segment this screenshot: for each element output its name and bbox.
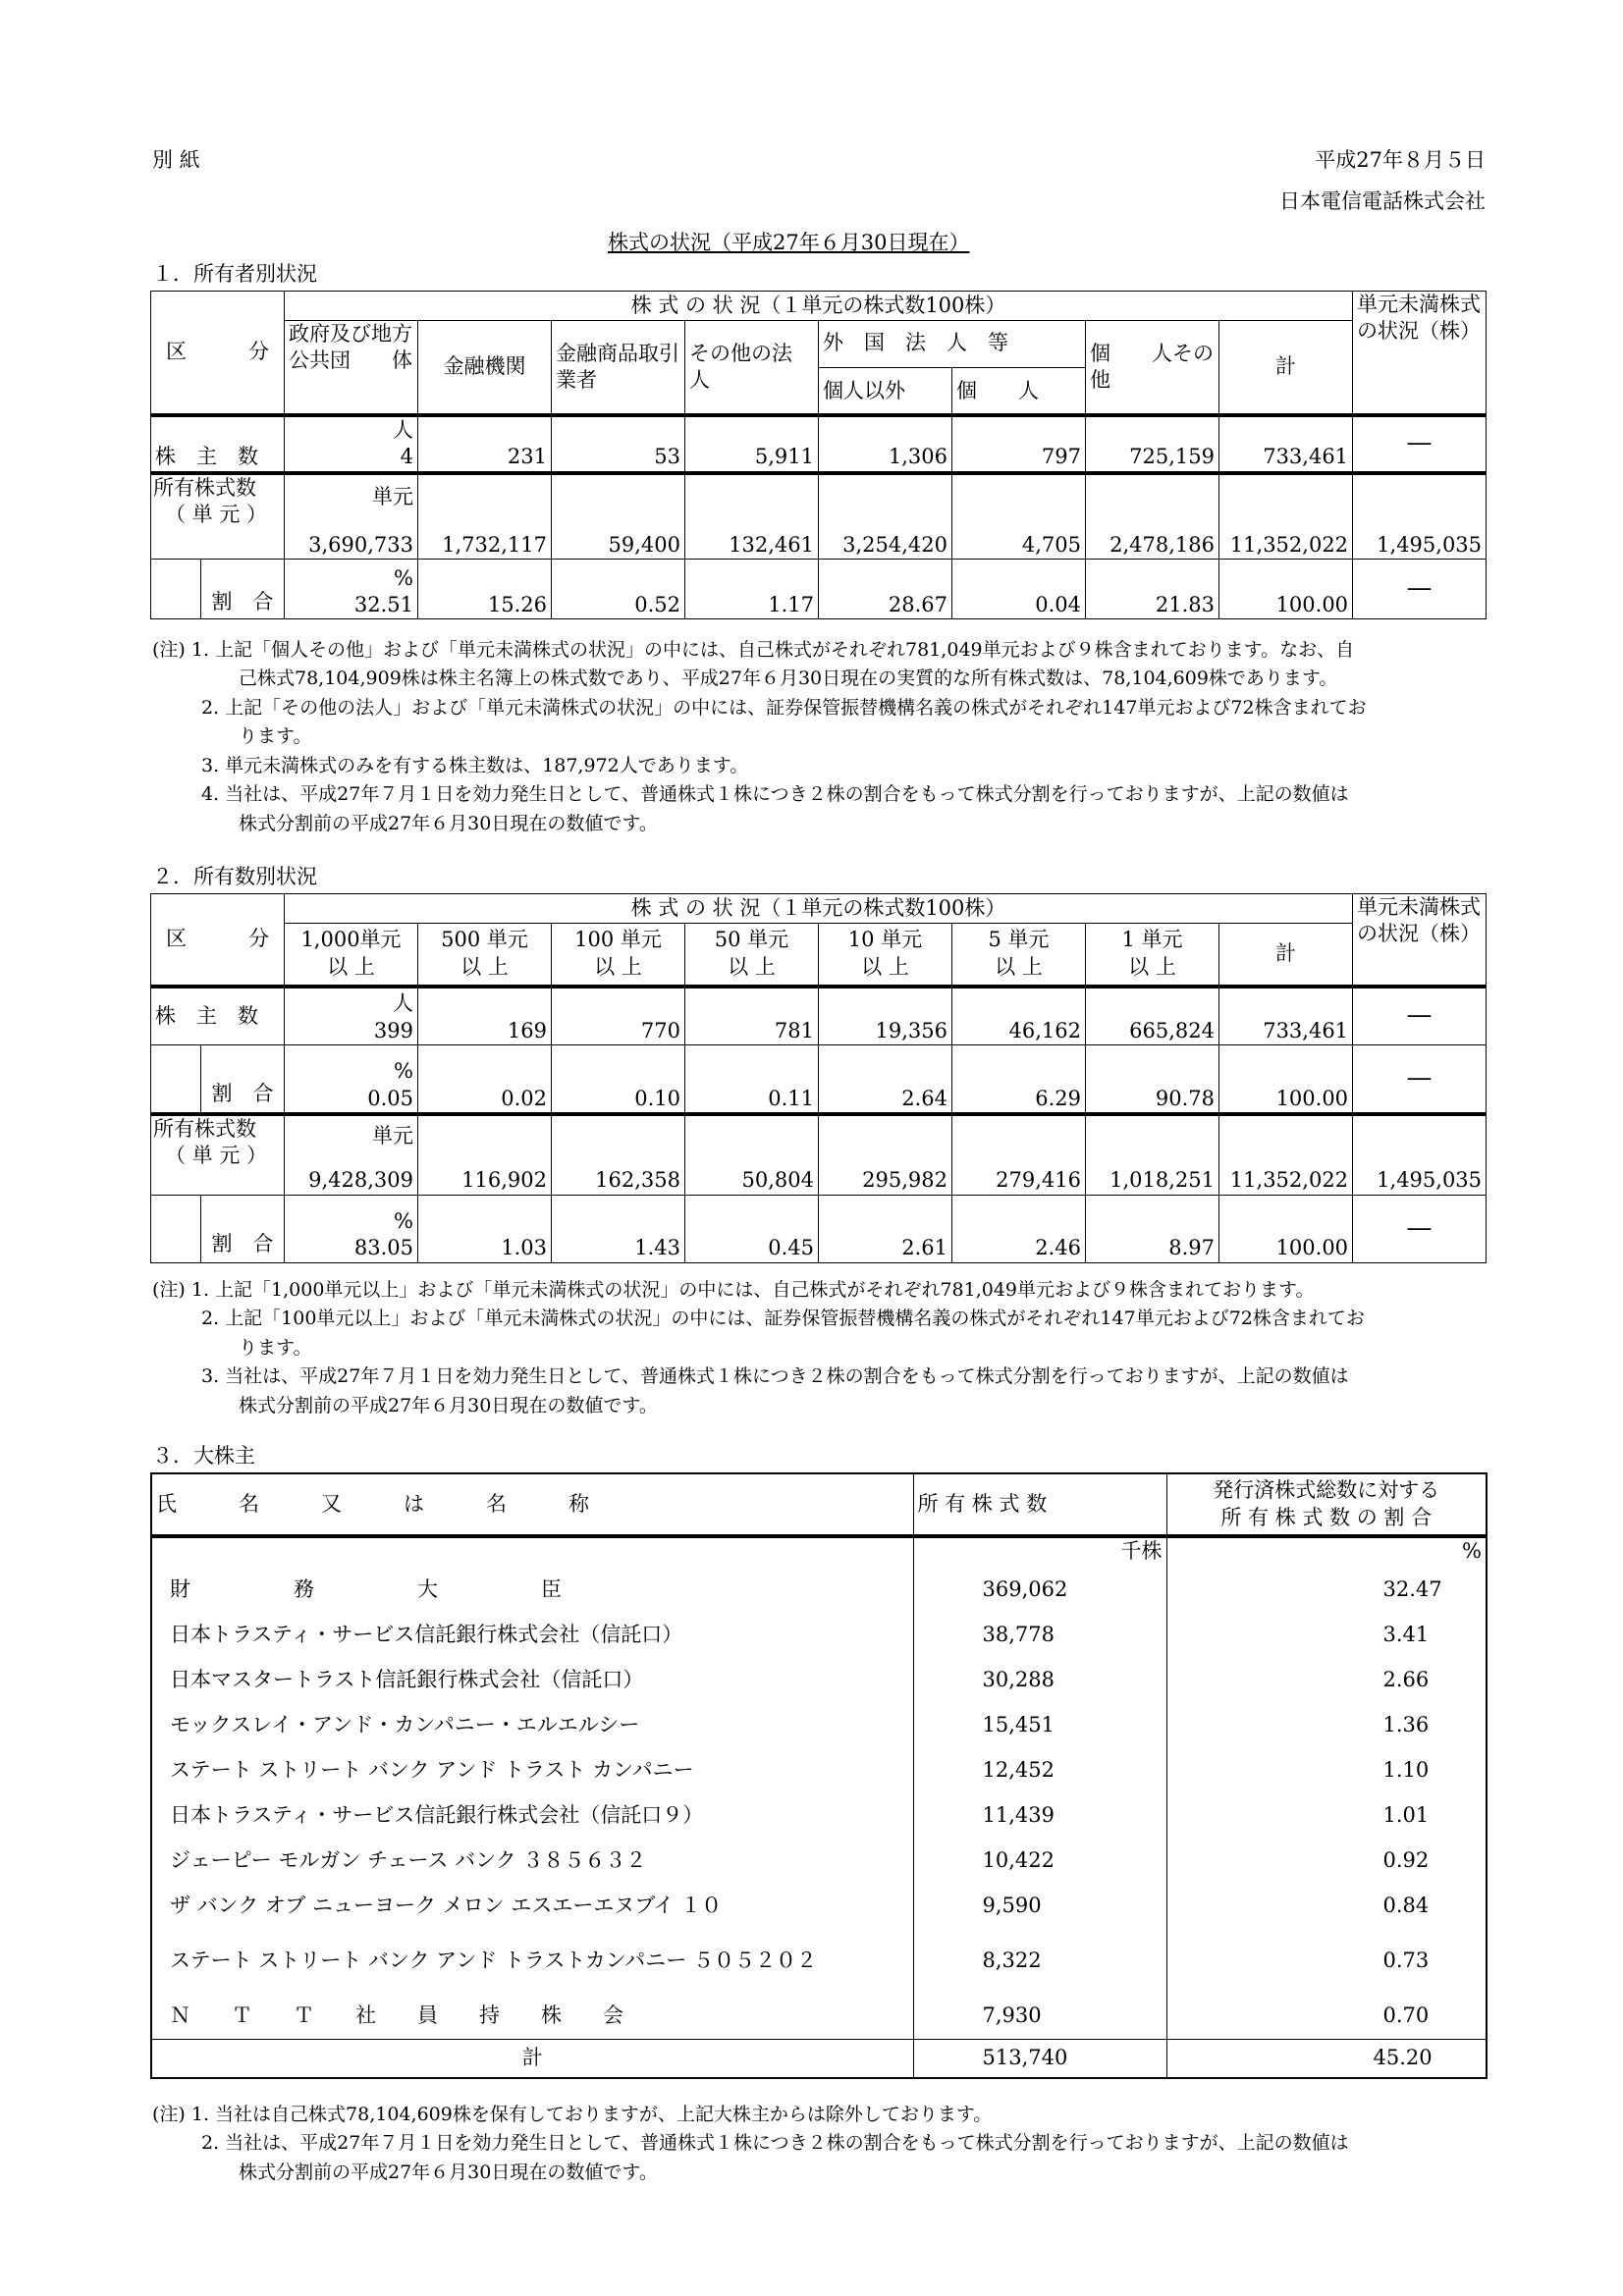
row-shareholders-label: 株 主 数: [151, 987, 285, 1045]
table-row: [151, 1748, 1487, 1793]
table-cell: 28.67: [819, 560, 952, 619]
table-cell: 90.78: [1086, 1045, 1219, 1115]
table-cell: 132,461: [685, 473, 819, 560]
shareholder-name: ジェーピー モルガン チェース バンク ３８５６３２: [151, 1839, 913, 1884]
table-cell: 781: [685, 987, 819, 1045]
table-cell: 59,400: [552, 473, 685, 560]
shareholder-ratio: 1.36: [1382, 1713, 1430, 1737]
table-cell: [285, 473, 418, 560]
page-title: 株式の状況（平成27年６月30日現在）: [608, 231, 970, 254]
table-cell: [285, 560, 418, 619]
table-cell: 19,356: [819, 987, 952, 1045]
note-line: 株式分割前の平成27年６月30日現在の数値です。: [239, 2161, 658, 2183]
table-cell: 295,982: [819, 1114, 952, 1195]
table-cell: 2.61: [819, 1195, 952, 1262]
note-line: 2. 上記「その他の法人」および「単元未満株式の状況」の中には、証券保管振替機構名義の株式がそれぞれ147単元および72株含まれてお: [201, 696, 1367, 719]
unit-label: 単元: [372, 484, 413, 508]
col-size: [552, 924, 685, 987]
col-shares: 所 有 株 式 数: [913, 1473, 1166, 1536]
row-ratio-label: 割 合: [200, 1196, 284, 1262]
table-cell: 4,705: [952, 473, 1086, 560]
col-other-corp: その他の法 人: [685, 321, 819, 416]
shareholder-shares: 369,062: [913, 1568, 1166, 1613]
shareholder-name: Ｎ Ｔ Ｔ 社 員 持 株 会: [151, 1994, 913, 2039]
table-cell: [285, 987, 418, 1045]
col-securities: 金融商品取引業者: [552, 321, 685, 416]
table-row: [151, 1839, 1487, 1884]
col-size: [685, 924, 819, 987]
cell-value: 399: [373, 1018, 413, 1042]
table-cell: 46,162: [952, 987, 1086, 1045]
note-line: 4. 当社は、平成27年７月１日を効力発生日として、普通株式１株につき２株の割合をもって株式分割を行っておりますが、上記の数値は: [201, 783, 1349, 806]
col-foreign: [819, 321, 1086, 416]
table-cell: 11,352,022: [1219, 1114, 1353, 1195]
table-cell: 733,461: [1219, 987, 1353, 1045]
note-line: 3. 単元未満株式のみを有する株主数は、187,972人であります。: [201, 754, 749, 776]
shareholder-shares: 12,452: [913, 1748, 1166, 1793]
col-kubun: 区 分: [151, 292, 285, 416]
table-row: [151, 1613, 1487, 1658]
shareholder-name: 日本トラスティ・サービス信託銀行株式会社（信託口９）: [151, 1793, 913, 1839]
unit-pct: %: [1166, 1536, 1487, 1568]
table-row: [151, 1929, 1487, 1994]
col-name: 氏 名 又 は 名 称: [151, 1473, 913, 1536]
note-line: 2. 当社は、平成27年７月１日を効力発生日として、普通株式１株につき２株の割合をもって株式分割を行っておりますが、上記の数値は: [201, 2132, 1349, 2155]
row-ratio-cell: [151, 1045, 285, 1115]
unit-label: 人: [393, 991, 413, 1016]
table-row: [151, 1658, 1487, 1703]
table-row: [151, 1884, 1487, 1929]
col-size-top: 50 単元: [714, 928, 789, 952]
table-cell: 0.45: [685, 1195, 819, 1262]
col-size-top: 10 単元: [847, 928, 923, 952]
table-cell: 0.02: [418, 1045, 552, 1115]
shareholder-shares: 9,590: [913, 1884, 1166, 1929]
shareholder-name: 財 務 大 臣: [151, 1568, 913, 1613]
col-financial: 金融機関: [418, 321, 552, 416]
col-size-bottom: 以 上: [460, 954, 509, 979]
table-cell: 725,159: [1086, 415, 1219, 473]
shareholder-shares: 30,288: [913, 1658, 1166, 1703]
col-total: 計: [1219, 321, 1353, 416]
table-cell: 797: [952, 415, 1086, 473]
table-cell: 1,018,251: [1086, 1114, 1219, 1195]
foreign-nonindividual: 個人以外: [819, 368, 952, 413]
group-header: 株 式 の 状 況（１単元の株式数100株）: [285, 894, 1353, 924]
unit-label: 人: [393, 418, 413, 442]
table-cell: 6.29: [952, 1045, 1086, 1115]
table-cell: 2.46: [952, 1195, 1086, 1262]
shareholder-ratio: 0.92: [1382, 1848, 1430, 1873]
col-ratio: [1166, 1473, 1487, 1536]
col-kubun: 区 分: [151, 894, 285, 987]
shareholder-name: ザ バンク オブ ニューヨーク メロン エスエーエヌブイ １０: [151, 1884, 913, 1929]
row-shares-label: [151, 473, 285, 560]
table-cell: 1,306: [819, 415, 952, 473]
note-line: 3. 当社は、平成27年７月１日を効力発生日として、普通株式１株につき２株の割合をもって株式分割を行っておりますが、上記の数値は: [201, 1365, 1349, 1388]
col-size: [1086, 924, 1219, 987]
table-cell: 169: [418, 987, 552, 1045]
dash-cell: —: [1353, 560, 1487, 619]
col-size-bottom: 以 上: [1128, 954, 1176, 979]
shareholder-name: ステート ストリート バンク アンド トラストカンパニー ５０５２０２: [151, 1929, 913, 1994]
total-ratio: 45.20: [1166, 2039, 1487, 2078]
col-size-top: 500 単元: [441, 928, 528, 952]
shareholder-shares: 15,451: [913, 1703, 1166, 1748]
shareholder-shares: 7,930: [913, 1994, 1166, 2039]
shareholder-name: 日本マスタートラスト信託銀行株式会社（信託口）: [151, 1658, 913, 1703]
table-row: [151, 1793, 1487, 1839]
col-government: 政府及び地方公共団 体: [285, 321, 418, 416]
group-header: 株 式 の 状 況（１単元の株式数100株）: [285, 292, 1353, 321]
shareholder-ratio: 2.66: [1382, 1668, 1430, 1692]
table-cell: [285, 1045, 418, 1115]
notes-prefix: (注): [152, 1279, 186, 1301]
table-cell: 279,416: [952, 1114, 1086, 1195]
note-line: 株式分割前の平成27年６月30日現在の数値です。: [239, 1394, 658, 1416]
shareholder-shares: 11,439: [913, 1793, 1166, 1839]
cell-value: 9,428,309: [308, 1168, 413, 1193]
row-ratio-cell: [151, 560, 285, 619]
table-cell: [285, 415, 418, 473]
note-line: 2. 上記「100単元以上」および「単元未満株式の状況」の中には、証券保管振替機構名義の株式がそれぞれ147単元および72株含まれてお: [201, 1308, 1365, 1330]
table-cell: 1,495,035: [1353, 1114, 1487, 1195]
notes-prefix: (注): [152, 2104, 186, 2125]
dash-cell: —: [1353, 987, 1487, 1045]
unit-shares: 千株: [913, 1536, 1166, 1568]
note-line: ります。: [239, 1336, 312, 1359]
notes-prefix: (注): [152, 639, 186, 661]
col-size-top: 5 単元: [988, 928, 1050, 952]
table-cell: 15.26: [418, 560, 552, 619]
col-size-bottom: 以 上: [861, 954, 909, 979]
unit-label: %: [394, 1059, 413, 1084]
shareholder-name: 日本トラスティ・サービス信託銀行株式会社（信託口）: [151, 1613, 913, 1658]
table-cell: 5,911: [685, 415, 819, 473]
table-cell: 11,352,022: [1219, 473, 1353, 560]
foreign-individual: 個 人: [956, 379, 1039, 402]
table-cell: 2,478,186: [1086, 473, 1219, 560]
table-cell: 733,461: [1219, 415, 1353, 473]
table-cell: 0.10: [552, 1045, 685, 1115]
table-cell: 1,495,035: [1353, 473, 1487, 560]
shareholder-ratio: 0.70: [1382, 2003, 1430, 2028]
table-cell: 770: [552, 987, 685, 1045]
note-line: 1. 当社は自己株式78,104,609株を保有しておりますが、上記大株主からは除外しております。: [190, 2104, 993, 2125]
note-line: 己株式78,104,909株は株主名簿上の株式数であり、平成27年６月30日現在の実質的な所有株式数は、78,104,609株であります。: [239, 667, 1338, 690]
shareholder-shares: 38,778: [913, 1613, 1166, 1658]
size-table: [150, 893, 1487, 1263]
col-tangen: 単元未満株式の状況（株）: [1353, 292, 1487, 416]
table-cell: 231: [418, 415, 552, 473]
shareholder-ratio: 1.01: [1382, 1803, 1430, 1828]
col-ratio-line2: 所 有 株 式 数 の 割 合: [1220, 1505, 1433, 1529]
row-ratio-label: 割 合: [200, 1045, 284, 1112]
row-ratio-cell: [151, 1195, 285, 1262]
col-size-bottom: 以 上: [327, 954, 375, 979]
dash-cell: —: [1353, 1045, 1487, 1115]
table-row: [151, 1994, 1487, 2039]
shareholder-ratio: 3.41: [1382, 1623, 1430, 1647]
cell-value: 32.51: [353, 592, 413, 616]
row-shares-sub: （ 単 元 ）: [165, 502, 268, 526]
shareholder-name: ステート ストリート バンク アンド トラスト カンパニー: [151, 1748, 913, 1793]
cell-value: 3,690,733: [308, 532, 413, 557]
section3-heading: ３．大株主: [152, 1444, 255, 1468]
row-shares-sub: （ 単 元 ）: [165, 1144, 268, 1168]
note-line: ります。: [239, 725, 312, 748]
shareholder-name: モックスレイ・アンド・カンパニー・エルエルシー: [151, 1703, 913, 1748]
unit-label: %: [394, 1208, 413, 1233]
row-ratio-label: 割 合: [200, 560, 284, 618]
table-cell: 53: [552, 415, 685, 473]
attachment-label: 別 紙: [152, 148, 200, 172]
row-shares-label-text: 所有株式数: [153, 475, 256, 500]
table-cell: 1.43: [552, 1195, 685, 1262]
cell-value: 83.05: [353, 1236, 413, 1260]
table-cell: 1,732,117: [418, 473, 552, 560]
table-cell: [285, 1114, 418, 1195]
cell-value: 0.05: [367, 1086, 413, 1110]
col-individual-other: 個 人その他: [1086, 321, 1219, 416]
shareholder-shares: 10,422: [913, 1839, 1166, 1884]
table-cell: 2.64: [819, 1045, 952, 1115]
section1-heading: １．所有者別状況: [152, 262, 317, 286]
table-cell: 665,824: [1086, 987, 1219, 1045]
shareholder-shares: 8,322: [913, 1929, 1166, 1994]
col-size: [952, 924, 1086, 987]
table-cell: 100.00: [1219, 1195, 1353, 1262]
note-line: 1. 上記「1,000単元以上」および「単元未満株式の状況」の中には、自己株式がそれぞれ781,049単元および９株含まれております。: [190, 1279, 1315, 1301]
col-size-bottom: 以 上: [594, 954, 642, 979]
table-cell: 100.00: [1219, 560, 1353, 619]
table-cell: 100.00: [1219, 1045, 1353, 1115]
table-cell: 0.11: [685, 1045, 819, 1115]
col-total: 計: [1219, 924, 1353, 987]
col-size-bottom: 以 上: [995, 954, 1043, 979]
total-shares: 513,740: [913, 2039, 1166, 2078]
table-cell: 0.52: [552, 560, 685, 619]
dash-cell: —: [1353, 415, 1487, 473]
shareholder-ratio: 0.84: [1382, 1894, 1430, 1918]
total-label: 計: [151, 2039, 913, 2078]
major-shareholders-table: [150, 1472, 1488, 2079]
table-row: [151, 1568, 1487, 1613]
table-cell: [285, 1195, 418, 1262]
row-shareholders-label: 株 主 数: [151, 415, 285, 473]
col-size-bottom: 以 上: [728, 954, 776, 979]
cell-value: 4: [400, 445, 413, 469]
col-size: [285, 924, 418, 987]
table-cell: 3,254,420: [819, 473, 952, 560]
col-tangen: 単元未満株式の状況（株）: [1353, 894, 1487, 987]
table-cell: 50,804: [685, 1114, 819, 1195]
section3-notes: [152, 2101, 1507, 2187]
table-cell: 1.17: [685, 560, 819, 619]
foreign-header: 外 国 法 人 等: [819, 321, 1085, 368]
unit-row-blank: [151, 1536, 913, 1568]
col-size-top: 1,000単元: [300, 928, 402, 952]
table-cell: 116,902: [418, 1114, 552, 1195]
unit-label: 単元: [372, 1123, 413, 1148]
table-cell: 1.03: [418, 1195, 552, 1262]
table-cell: 8.97: [1086, 1195, 1219, 1262]
col-ratio-line1: 発行済株式総数に対する: [1213, 1478, 1440, 1503]
dash-cell: —: [1353, 1195, 1487, 1262]
shareholder-ratio: 32.47: [1382, 1577, 1442, 1602]
company-name: 日本電信電話株式会社: [1279, 189, 1486, 213]
col-size-top: 1 単元: [1121, 928, 1183, 952]
section1-notes: [152, 636, 1507, 838]
note-line: 株式分割前の平成27年６月30日現在の数値です。: [239, 812, 658, 834]
table-cell: 21.83: [1086, 560, 1219, 619]
report-date: 平成27年８月５日: [1315, 148, 1486, 172]
shareholder-ratio: 1.10: [1382, 1758, 1430, 1783]
table-cell: 162,358: [552, 1114, 685, 1195]
note-line: 1. 上記「個人その他」および「単元未満株式の状況」の中には、自己株式がそれぞれ781,049単元および９株含まれております。なお、自: [190, 639, 1355, 661]
owner-table: [150, 291, 1487, 619]
section2-heading: ２．所有数別状況: [152, 865, 317, 888]
table-row: [151, 1703, 1487, 1748]
shareholder-ratio: 0.73: [1382, 1949, 1430, 1973]
unit-label: %: [394, 565, 413, 590]
row-shares-label: [151, 1114, 285, 1195]
col-size-top: 100 単元: [574, 928, 662, 952]
col-size: [418, 924, 552, 987]
col-size: [819, 924, 952, 987]
section2-notes: [152, 1276, 1507, 1420]
row-shares-label-text: 所有株式数: [153, 1117, 256, 1141]
table-cell: 0.04: [952, 560, 1086, 619]
